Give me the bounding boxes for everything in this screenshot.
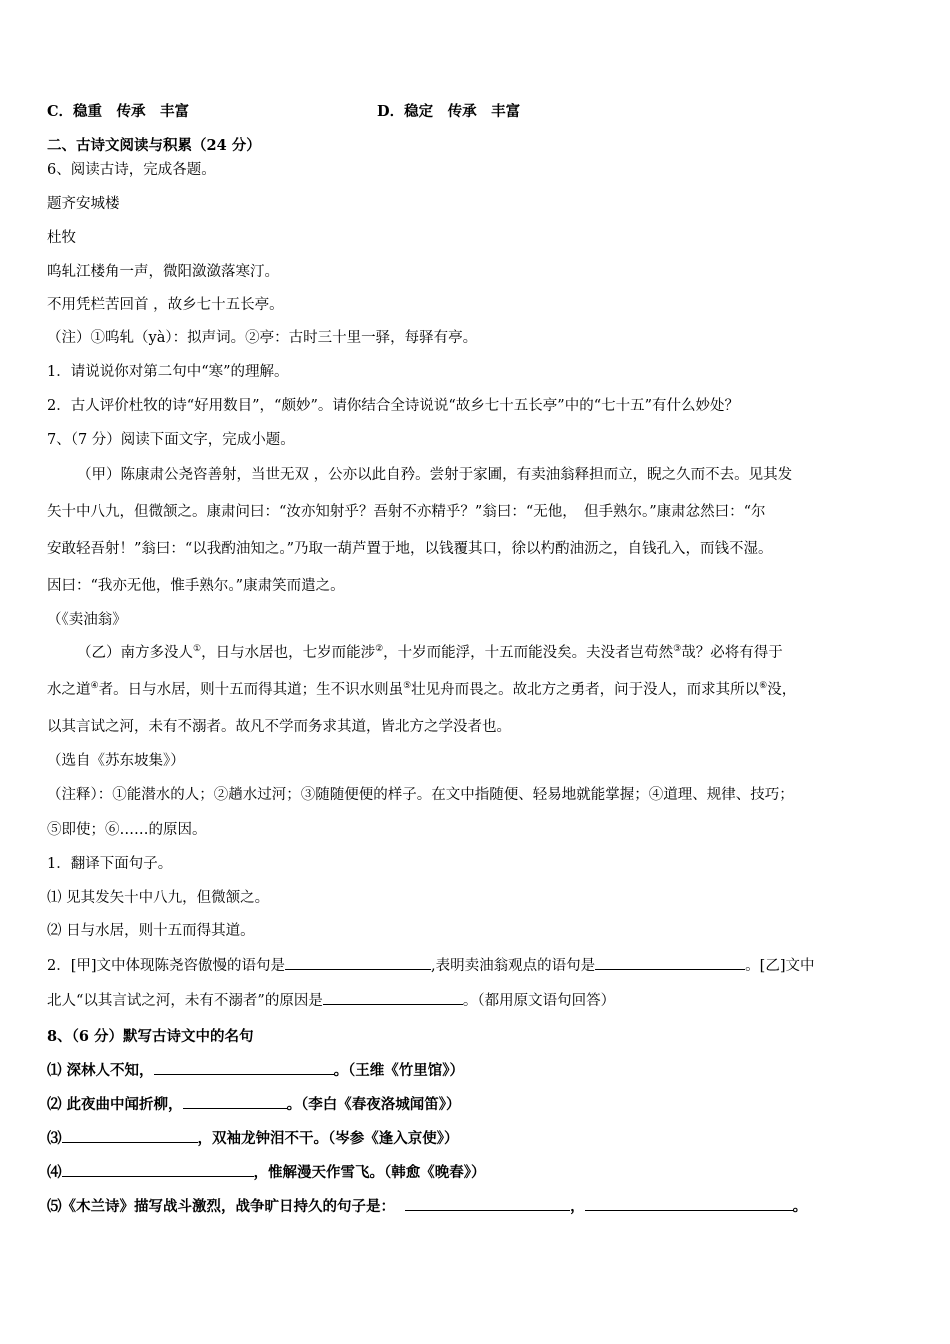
notes-line: ⑤即使；⑥……的原因。	[47, 822, 207, 838]
poem-line-2: 不用凭栏苦回首 ，故乡七十五长亭。	[47, 297, 284, 313]
passage-jia-line: 因曰：“我亦无他，惟手熟尔。”康肃笑而遣之。	[47, 578, 345, 594]
note-mark: ⑤	[403, 681, 412, 692]
note-mark: ①	[193, 644, 202, 655]
q7-sub2-cont: 北人“以其言试之河，未有不溺者”的原因是 。（都用原文语句回答）	[47, 990, 615, 1012]
poem-note: （注）①呜轧（yà）：拟声词。②亭：古时三十里一驿，每驿有亭。	[47, 330, 478, 346]
answer-blank[interactable]	[285, 955, 431, 970]
q7-sub2: 2．[甲]文中体现陈尧咨傲慢的语句是 ,表明卖油翁观点的语句是 。[乙]文中	[47, 955, 814, 977]
q6-sub2: 2．古人评价杜牧的诗“好用数目”，“颇妙”。请你结合全诗说说“故乡七十五长亭”中的“七十五”有什么妙处？	[47, 398, 740, 414]
poet: 杜牧	[47, 230, 76, 246]
section-title: 二、古诗文阅读与积累（24 分）	[47, 137, 261, 154]
passage-yi-line: 以其言试之河，未有不溺者。故凡不学而务求其道，皆北方之学没者也。	[47, 719, 511, 735]
passage-yi-line: 水之道④者。日与水居，则十五而得其道；生不识水则虽⑤壮见舟而畏之。故北方之勇者，问于没人，而求其所以⑥没，	[47, 681, 797, 698]
passage-yi-source: （选自《苏东坡集》）	[47, 753, 185, 769]
passage-jia-source: （《卖油翁》	[47, 612, 127, 628]
note-mark: ⑥	[759, 681, 768, 692]
q8-item-2: ⑵ 此夜曲中闻折柳， 。（李白《春夜洛城闻笛》）	[47, 1096, 461, 1113]
note-mark: ②	[375, 644, 384, 655]
poem-title: 题齐安城楼	[47, 196, 120, 212]
passage-jia-line: （甲）陈康肃公尧咨善射，当世无双 ，公亦以此自矜。尝射于家圃，有卖油翁释担而立，睨之久而不去。见其发	[77, 467, 793, 483]
q8-item-1: ⑴ 深林人不知， 。（王维《竹里馆》）	[47, 1062, 465, 1079]
note-mark: ③	[673, 644, 682, 655]
q7-sub1-a: ⑴ 见其发矢十中八九，但微颔之。	[47, 890, 270, 906]
q8-item-4: ⑷ ，惟解漫天作雪飞。（韩愈《晚春》）	[47, 1164, 486, 1181]
notes-line: （注释）：①能潜水的人；②趟水过河；③随随便便的样子。在文中指随便、轻易地就能掌握；④道理、规律、技巧；	[47, 787, 794, 803]
answer-blank[interactable]	[183, 1094, 287, 1109]
q8-item-5: ⑸《木兰诗》描写战斗激烈，战争旷日持久的句子是： ， 。	[47, 1198, 808, 1215]
note-mark: ④	[90, 681, 99, 692]
passage-yi-line: （乙）南方多没人①，日与水居也，七岁而能涉②，十岁而能浮，十五而能没矣。夫没者岂苟然③哉？必将有得于	[77, 644, 783, 661]
q6-intro: 6、阅读古诗，完成各题。	[47, 162, 216, 178]
answer-blank[interactable]	[154, 1060, 334, 1075]
answer-blank[interactable]	[585, 1196, 793, 1211]
answer-blank[interactable]	[323, 990, 463, 1005]
q8-item-3: ⑶ ，双袖龙钟泪不干。（岑参《逢入京使》）	[47, 1130, 459, 1147]
option-d: D．稳定 传承 丰富	[377, 103, 521, 120]
option-c: C．稳重 传承 丰富	[47, 103, 190, 120]
answer-blank[interactable]	[62, 1128, 198, 1143]
answer-blank[interactable]	[595, 955, 745, 970]
poem-line-1: 呜轧江楼角一声，微阳潋潋落寒汀。	[47, 264, 279, 280]
q6-sub1: 1．请说说你对第二句中“寒”的理解。	[47, 364, 289, 380]
answer-blank[interactable]	[405, 1196, 570, 1211]
passage-jia-line: 矢十中八九，但微颔之。康肃问曰：“汝亦知射乎？吾射不亦精乎？”翁曰：“无他， 但手熟尔。”康肃忿然曰：“尔	[47, 504, 766, 520]
passage-jia-line: 安敢轻吾射！”翁曰：“以我酌油知之。”乃取一葫芦置于地，以钱覆其口，徐以杓酌油沥之，自钱孔入，而钱不湿。	[47, 541, 773, 557]
answer-blank[interactable]	[62, 1162, 254, 1177]
q7-sub1-b: ⑵ 日与水居，则十五而得其道。	[47, 923, 255, 939]
q7-intro: 7、（7 分）阅读下面文字，完成小题。	[47, 432, 295, 448]
q7-sub1: 1．翻译下面句子。	[47, 856, 173, 872]
q8-title: 8、（6 分）默写古诗文中的名句	[47, 1028, 254, 1045]
